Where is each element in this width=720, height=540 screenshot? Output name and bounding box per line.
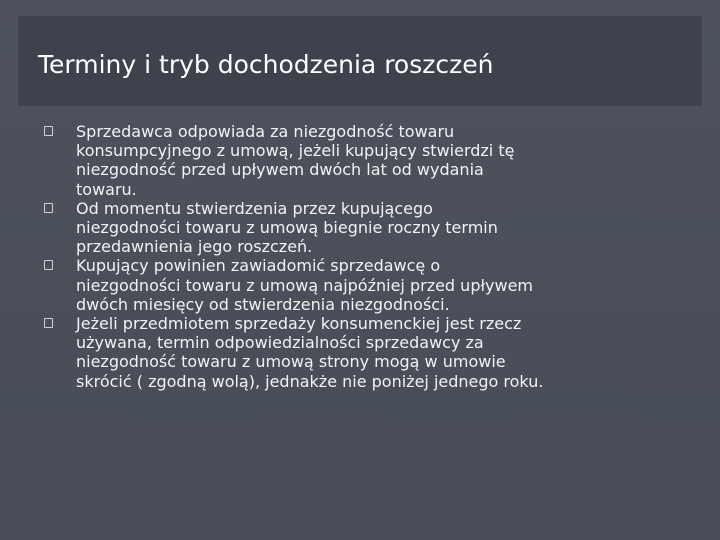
bullet-text-line: niezgodność towaru z umową strony mogą w umowie xyxy=(76,352,506,372)
bullet-item xyxy=(44,122,644,199)
bullet-text-line: towaru. xyxy=(76,179,137,199)
bullet-text-line: Kupujący powinien zawiadomić sprzedawcę o xyxy=(76,256,441,276)
bullet-list xyxy=(44,122,644,391)
bullet-item xyxy=(44,199,644,257)
bullet-text-line: przedawnienia jego roszczeń. xyxy=(76,237,313,257)
bullet-text-line: konsumpcyjnego z umową, jeżeli kupujący stwierdzi tę xyxy=(76,141,515,161)
slide-title: Terminy i tryb dochodzenia roszczeń xyxy=(38,50,494,79)
square-bullet-icon xyxy=(44,318,53,328)
bullet-text-line: niezgodności towaru z umową biegnie roczny termin xyxy=(76,218,498,238)
bullet-text-line: skrócić ( zgodną wolą), jednakże nie poniżej jednego roku. xyxy=(76,371,544,391)
bullet-text-line: Jeżeli przedmiotem sprzedaży konsumenckiej jest rzecz xyxy=(76,314,522,334)
bullet-item xyxy=(44,256,644,314)
bullet-text-line: używana, termin odpowiedzialności sprzedawcy za xyxy=(76,333,484,353)
bullet-text-line: Od momentu stwierdzenia przez kupującego xyxy=(76,198,433,218)
square-bullet-icon xyxy=(44,126,53,136)
bullet-text-line: niezgodność przed upływem dwóch lat od wydania xyxy=(76,160,484,180)
bullet-text-line: Sprzedawca odpowiada za niezgodność towaru xyxy=(76,122,455,141)
bullet-text-line: dwóch miesięcy od stwierdzenia niezgodności. xyxy=(76,294,450,314)
bullet-text-line: niezgodności towaru z umową najpóźniej przed upływem xyxy=(76,275,533,295)
square-bullet-icon xyxy=(44,203,53,213)
bullet-item xyxy=(44,314,644,391)
square-bullet-icon xyxy=(44,260,53,270)
